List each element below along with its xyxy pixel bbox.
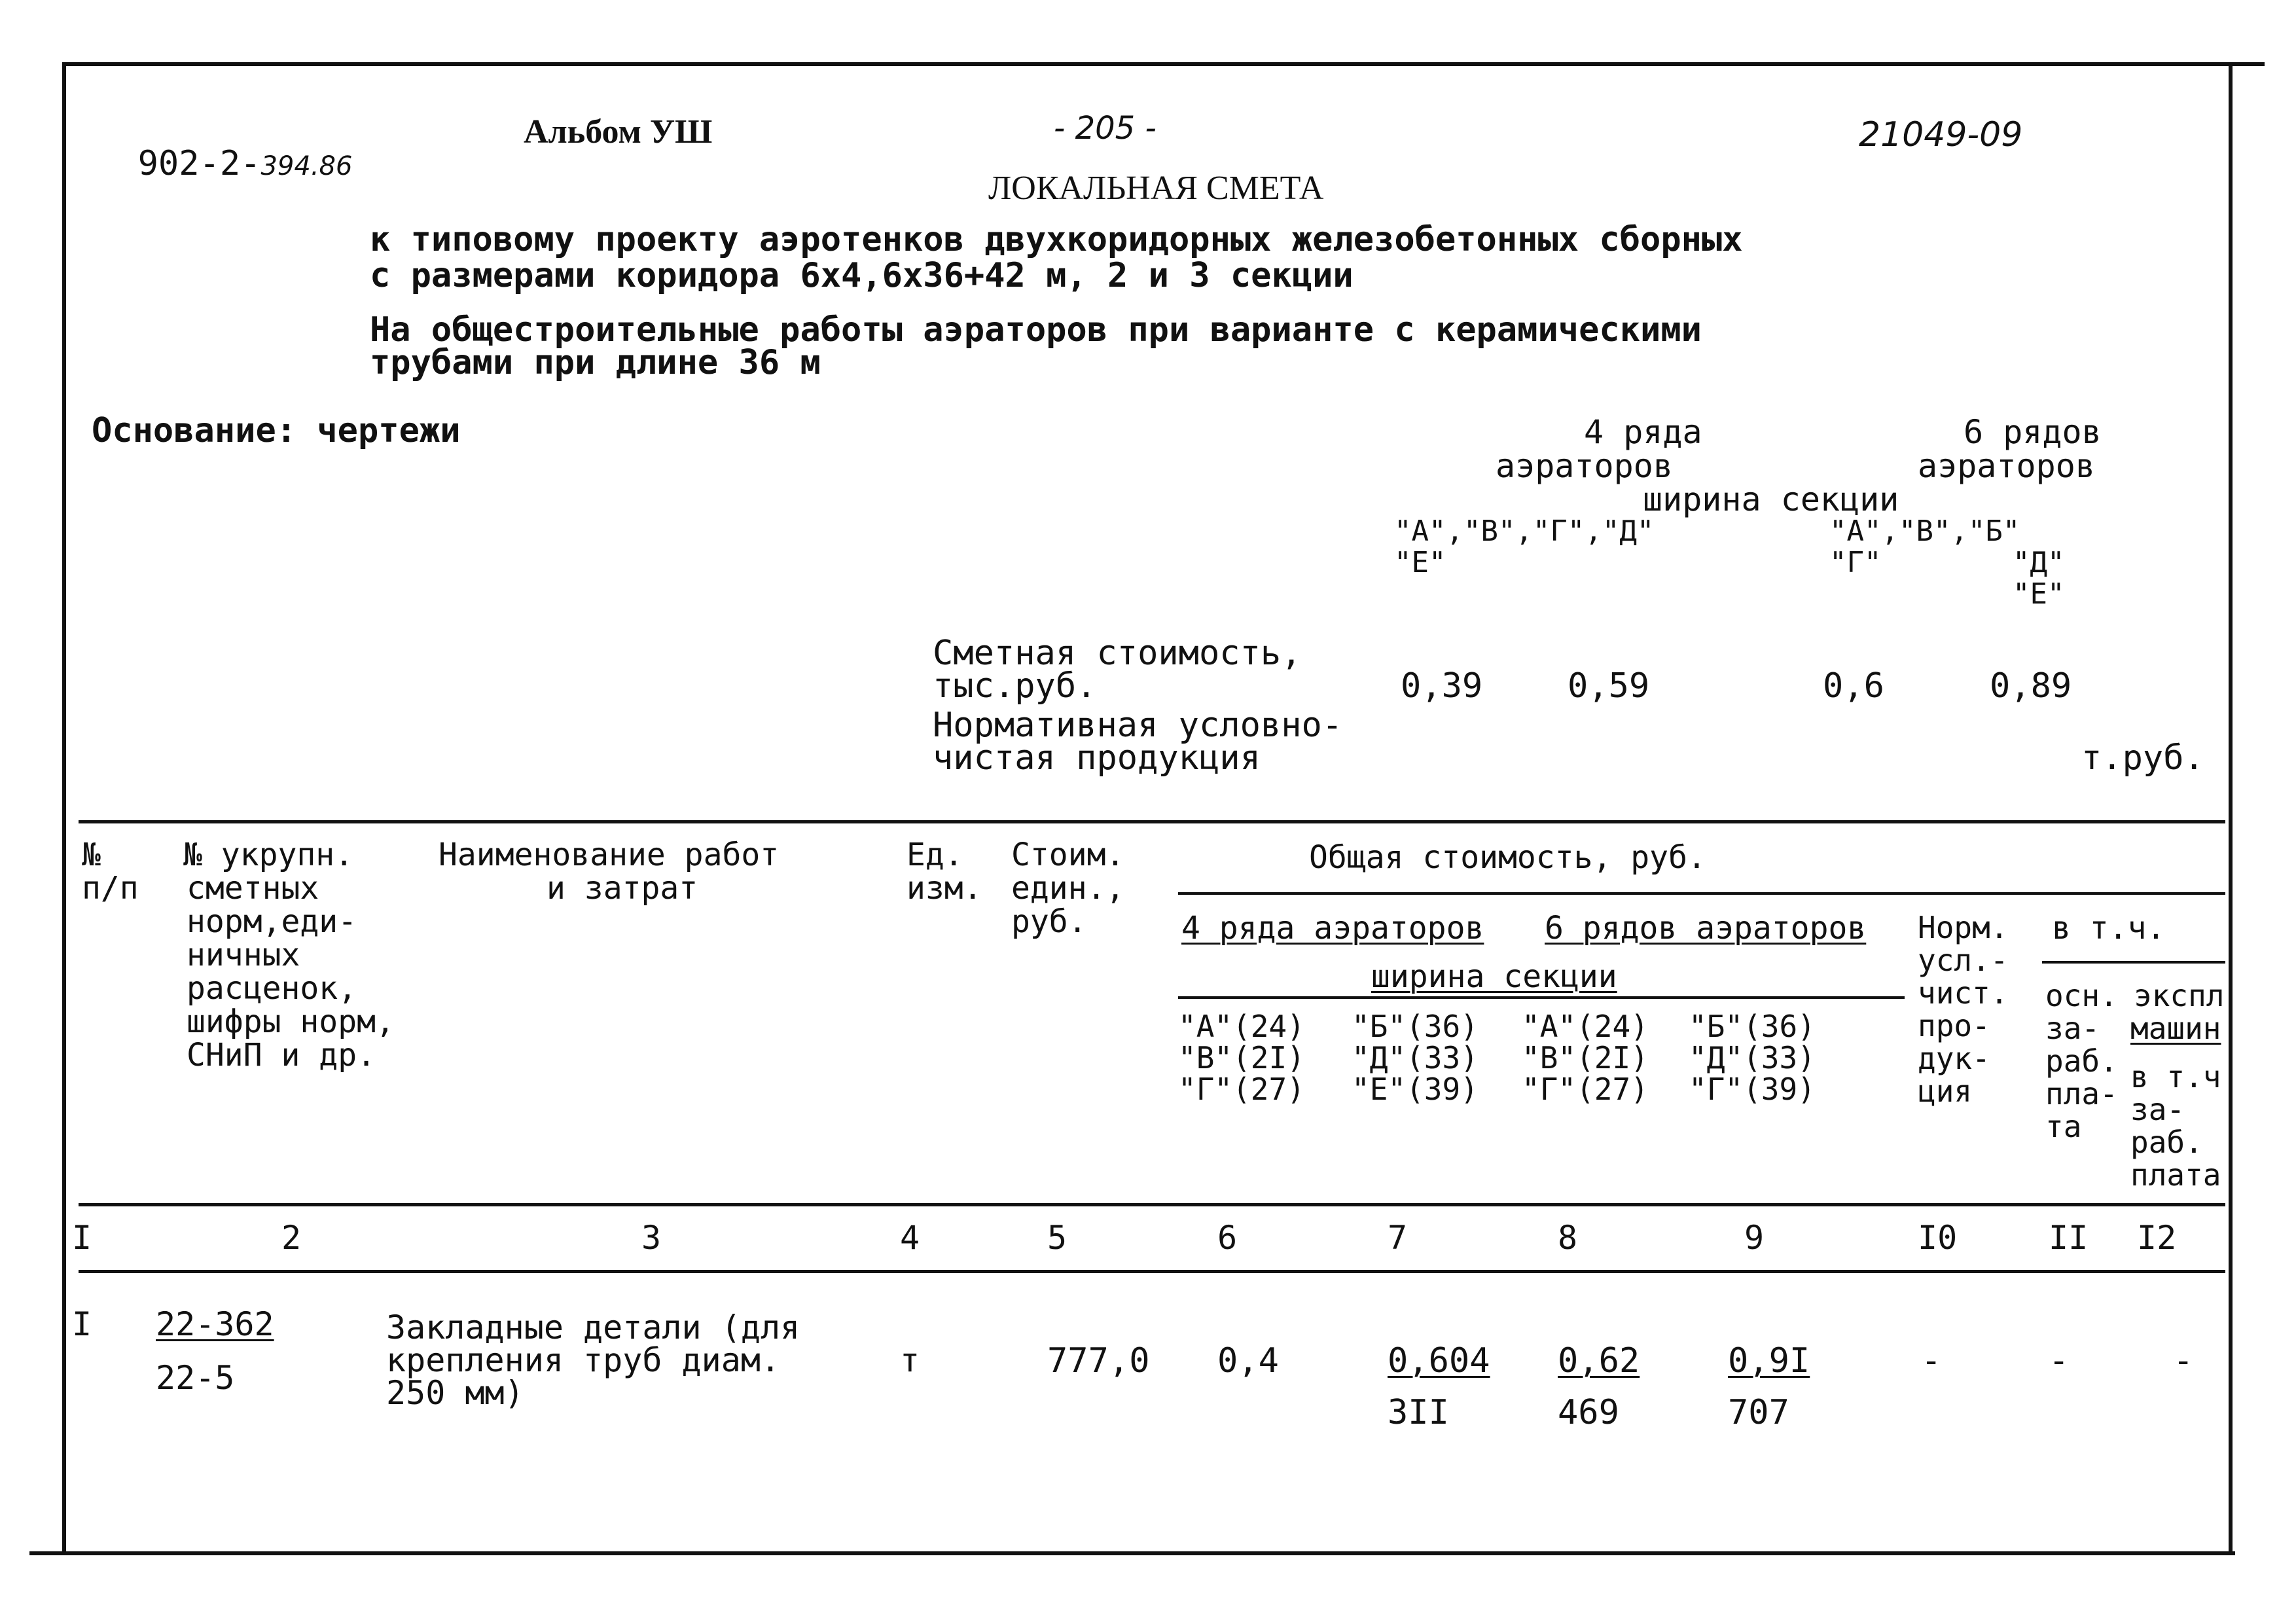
summary-four-rows-1: 4 ряда — [1584, 413, 1702, 451]
colnum-7: 7 — [1388, 1219, 1408, 1257]
th-c8-1: "А"(24) — [1522, 1009, 1649, 1044]
doc-code — [97, 113, 352, 181]
summary-norm-label-1: Нормативная условно- — [933, 706, 1343, 745]
th-c11-4: пла- — [2045, 1076, 2118, 1111]
summary-value-1: 0,39 — [1401, 666, 1483, 706]
th-c6-2: "В"(2I) — [1178, 1040, 1305, 1075]
row-c11: - — [2049, 1341, 2070, 1380]
row-q9-bottom: 707 — [1728, 1393, 1789, 1432]
frame-top — [62, 62, 2265, 66]
summary-col-b-2: "Г" — [1829, 546, 1882, 579]
row-price: 777,0 — [1047, 1341, 1150, 1380]
colnum-10: I0 — [1918, 1219, 1958, 1257]
th-unit-2: изм. — [906, 870, 982, 907]
summary-cost-label-1: Сметная стоимость, — [933, 634, 1302, 673]
subtitle-line-2: с размерами коридора 6х4,6х36+42 м, 2 и 3 секции — [370, 256, 1354, 295]
basis-label: Основание: чертежи — [92, 411, 461, 450]
frame-bottom — [29, 1551, 2235, 1555]
th-norm-2: усл.- — [1918, 943, 2009, 978]
colnum-3: 3 — [641, 1219, 662, 1257]
row-q6: 0,4 — [1217, 1341, 1279, 1380]
table-top-rule — [79, 820, 2225, 823]
th-c11-2: за- — [2045, 1011, 2100, 1046]
th-four-rows: 4 ряда аэраторов — [1181, 910, 1484, 947]
th-c6-3: "Г"(27) — [1178, 1072, 1305, 1107]
th-c7-2: "Д"(33) — [1352, 1040, 1479, 1075]
summary-norm-label-2: чистая продукция — [933, 738, 1261, 778]
row-name-3: 250 мм) — [386, 1374, 524, 1412]
th-num-2: п/п — [82, 870, 139, 907]
th-code-6: шифры норм, — [187, 1003, 395, 1040]
th-c11-1: осн. — [2045, 978, 2118, 1013]
colnum-5: 5 — [1047, 1219, 1067, 1257]
th-six-rows: 6 рядов аэраторов — [1545, 910, 1867, 947]
row-unit: т — [900, 1341, 920, 1379]
colnum-2: 2 — [281, 1219, 302, 1257]
th-c12-3: в т.ч — [2130, 1059, 2221, 1094]
th-code-7: СНиП и др. — [187, 1037, 376, 1074]
th-norm-3: чист. — [1918, 975, 2009, 1011]
summary-cost-label-2: тыс.руб. — [933, 666, 1097, 706]
frame-left — [62, 62, 66, 1555]
th-unit-1: Ед. — [906, 837, 963, 873]
page-title: ЛОКАЛЬНАЯ СМЕТА — [988, 170, 1324, 207]
row-name-2: крепления труб диам. — [386, 1341, 781, 1379]
incl-rule — [2042, 961, 2225, 964]
th-price-3: руб. — [1011, 903, 1087, 940]
colnum-12: I2 — [2137, 1219, 2177, 1257]
summary-col-b-3: "Д" — [2013, 546, 2065, 579]
row-name-1: Закладные детали (для — [386, 1308, 800, 1346]
purpose-line-2: трубами при длине 36 м — [370, 343, 821, 382]
summary-value-4: 0,89 — [1990, 666, 2072, 706]
row-c10: - — [1921, 1341, 1942, 1380]
th-code-3: норм,еди- — [187, 903, 357, 940]
th-total: Общая стоимость, руб. — [1309, 839, 1706, 876]
colnum-11: II — [2049, 1219, 2089, 1257]
album-label: Альбом УШ — [524, 113, 713, 151]
th-code-2: сметных — [187, 870, 319, 907]
summary-unit: т.руб. — [2081, 738, 2204, 778]
th-norm-4: про- — [1918, 1008, 1990, 1043]
colnum-4: 4 — [900, 1219, 920, 1257]
subtitle-line-1: к типовому проекту аэротенков двухкоридорных железобетонных сборных — [370, 220, 1743, 259]
page-number: - 205 - — [1054, 110, 1157, 147]
frame-right — [2229, 62, 2233, 1555]
th-c11-3: раб. — [2045, 1043, 2118, 1079]
th-c9-3: "Г"(39) — [1689, 1072, 1816, 1107]
th-name-2: и затрат — [547, 870, 698, 907]
summary-col-a-2: "Е" — [1394, 546, 1446, 579]
th-norm-6: ция — [1918, 1074, 1973, 1109]
header-bottom-rule — [79, 1203, 2225, 1206]
th-c12-2: машин — [2130, 1011, 2221, 1046]
total-underline — [1178, 892, 2225, 895]
row-q9-top: 0,9I — [1728, 1341, 1810, 1380]
th-incl: в т.ч. — [2052, 910, 2166, 947]
colnum-1: I — [72, 1219, 92, 1257]
row-q8-bottom: 469 — [1558, 1393, 1619, 1432]
doc-code-suffix: 394.86 — [260, 151, 353, 181]
th-num-1: № — [82, 837, 101, 873]
th-c8-2: "В"(2I) — [1522, 1040, 1649, 1075]
row-c12: - — [2173, 1341, 2194, 1380]
row-code-bottom: 22-5 — [156, 1359, 235, 1397]
purpose-line-1: На общестроительные работы аэраторов при варианте с керамическими — [370, 310, 1702, 350]
th-norm-5: дук- — [1918, 1041, 1990, 1076]
doc-code-prefix: 902-2- — [137, 144, 261, 183]
th-c7-3: "Е"(39) — [1352, 1072, 1479, 1107]
row-code-top: 22-362 — [156, 1305, 274, 1343]
row-q7-bottom: 3II — [1388, 1393, 1449, 1432]
th-code-5: расценок, — [187, 970, 357, 1007]
width-rule — [1178, 996, 1905, 999]
th-c12-6: плата — [2130, 1157, 2221, 1193]
th-c8-3: "Г"(27) — [1522, 1072, 1649, 1107]
row-number: I — [72, 1305, 92, 1343]
th-code-1: № укрупн. — [183, 837, 354, 873]
th-norm-1: Норм. — [1918, 910, 2009, 945]
th-c7-1: "Б"(36) — [1352, 1009, 1479, 1044]
row-q8-top: 0,62 — [1558, 1341, 1640, 1380]
th-c11-5: та — [2045, 1109, 2082, 1144]
summary-six-rows-2: аэраторов — [1918, 447, 2095, 485]
summary-col-a-1: "А","В","Г","Д" — [1394, 514, 1655, 548]
summary-col-b-4: "Е" — [2013, 577, 2065, 611]
th-price-2: един., — [1011, 870, 1125, 907]
summary-value-3: 0,6 — [1823, 666, 1884, 706]
th-price-1: Стоим. — [1011, 837, 1125, 873]
col-numbers-rule — [79, 1270, 2225, 1273]
th-code-4: ничных — [187, 937, 300, 973]
th-c12-4: за- — [2130, 1092, 2185, 1127]
th-c12-5: раб. — [2130, 1125, 2203, 1160]
th-width: ширина секции — [1371, 958, 1617, 995]
th-c12-1: экспл — [2134, 978, 2225, 1013]
th-c6-1: "А"(24) — [1178, 1009, 1305, 1044]
row-q7-top: 0,604 — [1388, 1341, 1490, 1380]
summary-col-b-1: "А","В","Б" — [1829, 514, 2020, 548]
summary-section-width: ширина секции — [1643, 480, 1899, 518]
colnum-9: 9 — [1744, 1219, 1765, 1257]
th-name-1: Наименование работ — [439, 837, 780, 873]
colnum-6: 6 — [1217, 1219, 1238, 1257]
colnum-8: 8 — [1558, 1219, 1578, 1257]
summary-six-rows-1: 6 рядов — [1964, 413, 2102, 451]
doc-number: 21049-09 — [1859, 115, 2023, 154]
th-c9-1: "Б"(36) — [1689, 1009, 1816, 1044]
th-c9-2: "Д"(33) — [1689, 1040, 1816, 1075]
summary-value-2: 0,59 — [1568, 666, 1650, 706]
summary-four-rows-2: аэраторов — [1496, 447, 1673, 485]
